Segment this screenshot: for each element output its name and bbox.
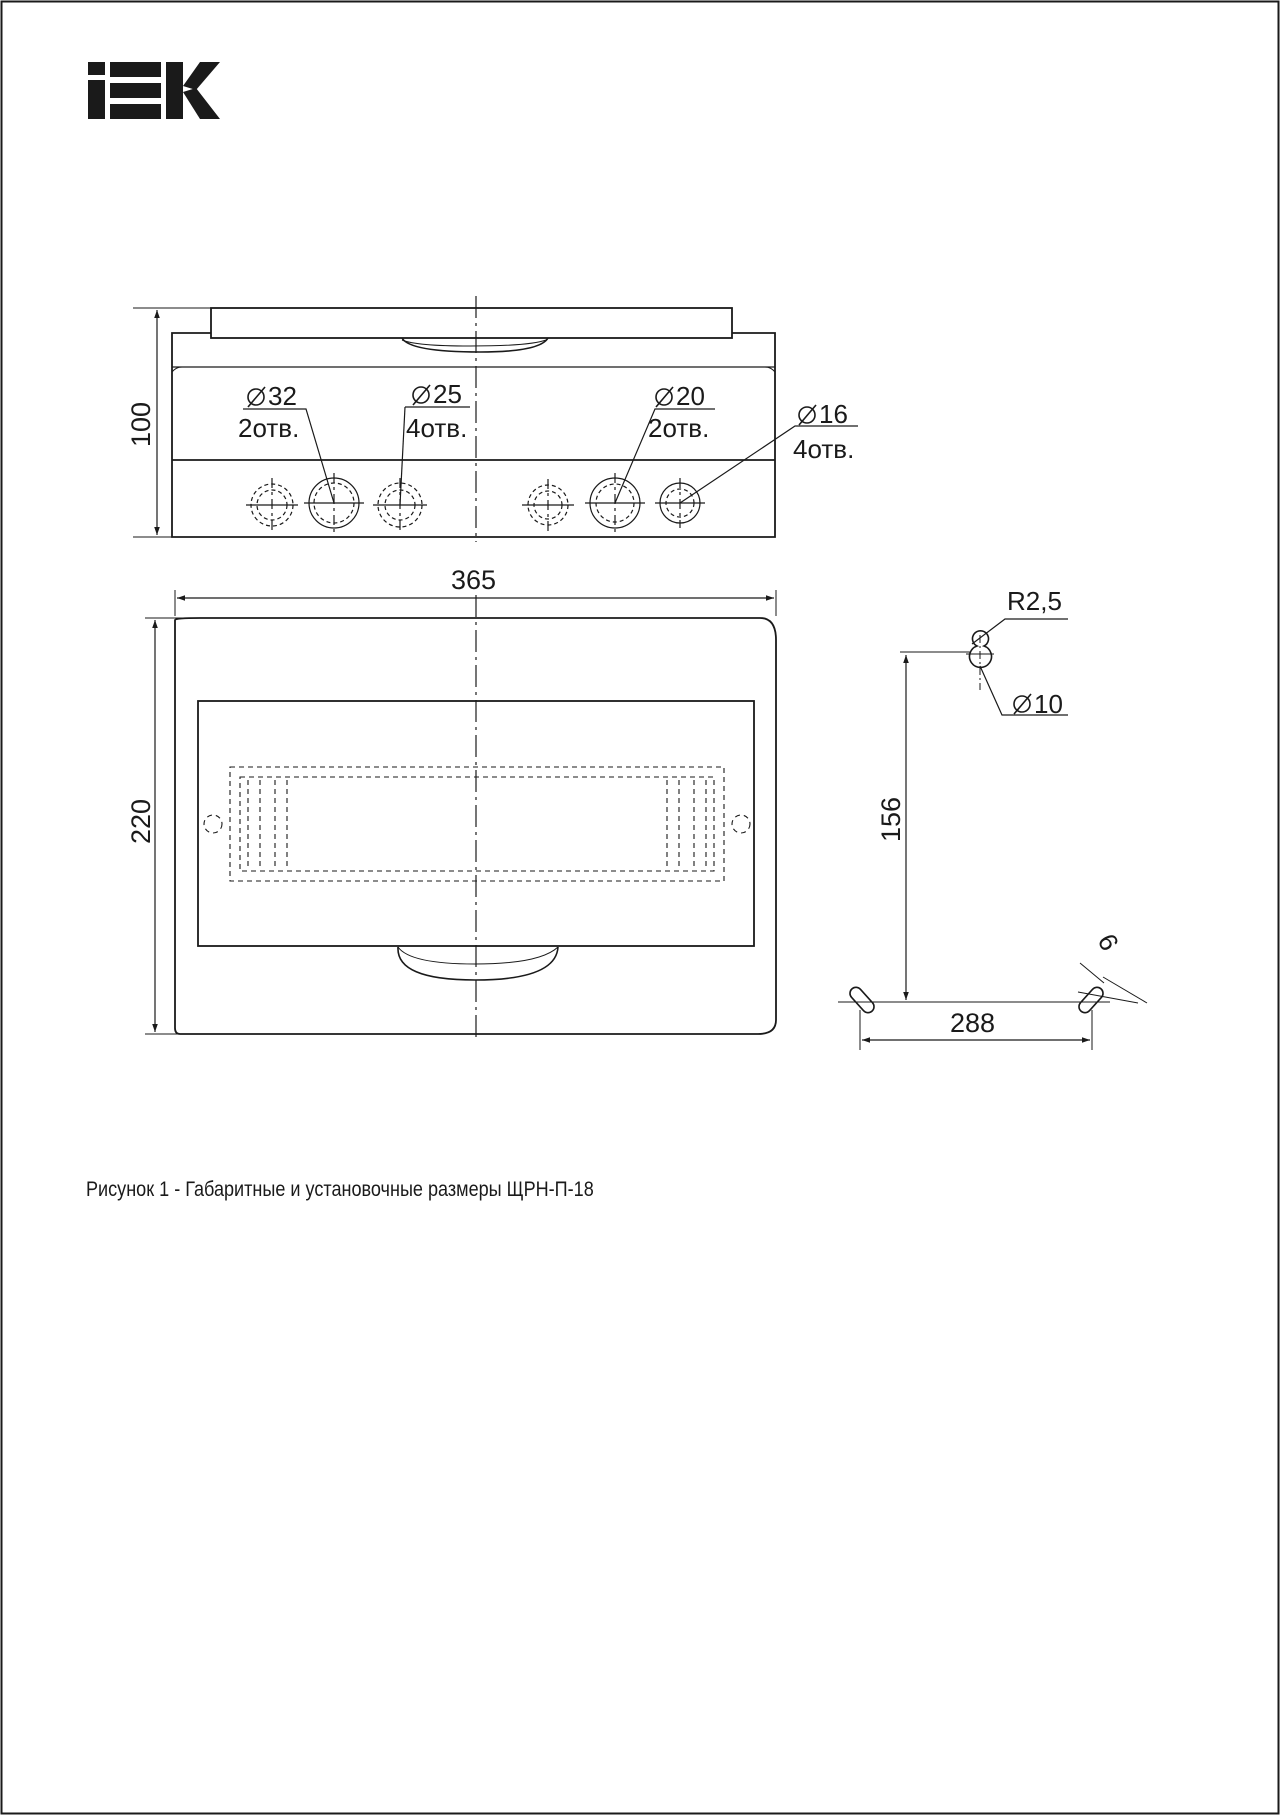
front-width-dim: 365 [451,565,497,595]
hole-label-25 [406,379,467,443]
hole-count-25: 4отв. [406,413,468,443]
front-view [145,590,776,1040]
hole-count-20: 2отв. [648,413,710,443]
diameter-icon [656,387,673,407]
hole-label-20 [648,381,709,443]
hole-count-32: 2отв. [238,413,300,443]
diameter-icon [799,405,816,425]
mounting-vertical-dim: 156 [876,796,906,842]
hole-labels [238,379,854,464]
hole-dia-25: 25 [433,379,462,409]
side-height-dim: 100 [126,401,156,447]
hole-label-32 [238,381,299,443]
hole-label-16 [793,399,854,464]
figure-caption: Рисунок 1 - Габаритные и установочные размеры ЩРН-П-18 [86,1178,594,1201]
hole-dia-20: 20 [676,381,705,411]
hole-count-16: 4отв. [793,434,855,464]
logo-text: IEK [0,0,2,1]
hole-dia-32: 32 [268,381,297,411]
hole-leaders [243,407,858,505]
slot-width-dim: 6 [1091,928,1125,956]
hole-dia-16: 16 [819,399,848,429]
mounting-horizontal-dim: 288 [950,1008,996,1038]
diameter-icon [248,387,265,407]
keyhole-diameter-value: 10 [1034,689,1063,719]
mounting-slot-left [848,985,877,1015]
diameter-icon [413,385,430,405]
keyhole-radius-label: R2,5 [1007,586,1062,616]
mounting-slot-right [1077,985,1106,1015]
diameter-icon [1014,694,1031,714]
iek-logo [0,0,220,119]
front-height-dim: 220 [126,798,156,844]
